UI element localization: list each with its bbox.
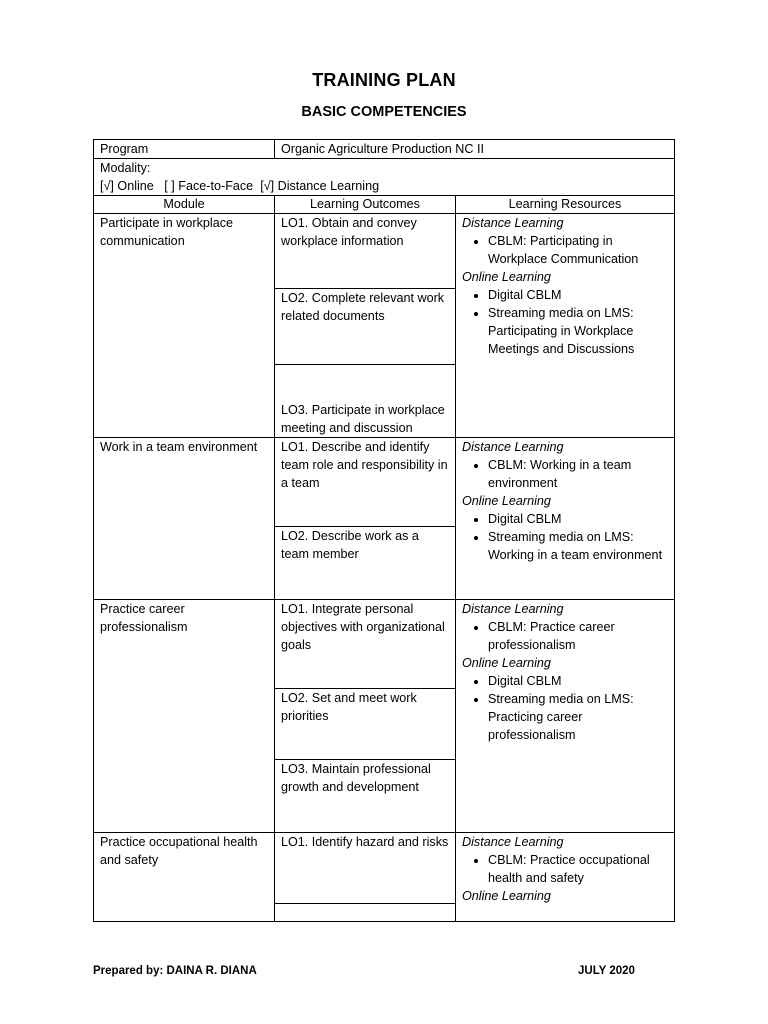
learning-outcome: LO3. Participate in workplace meeting and discussion <box>275 365 456 438</box>
resource-item: • CBLM: Participating in Workplace Communication <box>488 232 668 268</box>
online-learning-heading: Online Learning <box>462 656 551 670</box>
resource-item: • CBLM: Practice occupational health and safety <box>488 851 668 887</box>
distance-resource-list <box>462 456 668 492</box>
module-name: Work in a team environment <box>94 438 275 600</box>
learning-resources <box>456 438 675 600</box>
learning-outcome <box>275 904 456 922</box>
modality-label: Modality: <box>100 161 151 175</box>
resource-item: • Streaming media on LMS: Working in a team environment <box>488 528 668 564</box>
resource-item: • Digital CBLM <box>488 510 668 528</box>
modality-cell <box>94 159 675 196</box>
learning-resources <box>456 214 675 438</box>
learning-outcome: LO1. Describe and identify team role and responsibility in a team <box>275 438 456 527</box>
program-label: Program <box>94 140 275 159</box>
column-header-resources: Learning Resources <box>456 196 675 214</box>
resource-item: • Streaming media on LMS: Participating in Workplace Meetings and Discussions <box>488 304 668 358</box>
distance-resource-list <box>462 232 668 268</box>
table-row <box>94 214 675 289</box>
online-resource-list <box>462 510 668 564</box>
online-resource-list <box>462 672 668 744</box>
module-name: Practice occupational health and safety <box>94 833 275 922</box>
document-date: JULY 2020 <box>578 965 635 977</box>
online-resource-list <box>462 286 668 358</box>
resource-item: • Digital CBLM <box>488 286 668 304</box>
learning-outcome: LO1. Identify hazard and risks <box>275 833 456 904</box>
program-value: Organic Agriculture Production NC II <box>275 140 675 159</box>
learning-outcome: LO3. Maintain professional growth and development <box>275 760 456 833</box>
page-title: TRAINING PLAN <box>312 70 456 90</box>
distance-learning-heading: Distance Learning <box>462 602 564 616</box>
program-row <box>94 140 675 159</box>
prepared-by: Prepared by: DAINA R. DIANA <box>93 965 257 977</box>
learning-outcome: LO2. Describe work as a team member <box>275 527 456 600</box>
online-learning-heading: Online Learning <box>462 270 551 284</box>
column-header-outcomes: Learning Outcomes <box>275 196 456 214</box>
module-name: Participate in workplace communication <box>94 214 275 438</box>
page-subtitle: BASIC COMPETENCIES <box>301 104 467 120</box>
table-row <box>94 833 675 904</box>
resource-item: • Streaming media on LMS: Practicing career professionalism <box>488 690 668 744</box>
learning-resources <box>456 833 675 922</box>
table-row <box>94 600 675 689</box>
resource-item: • CBLM: Working in a team environment <box>488 456 668 492</box>
modality-options: [√] Online [ ] Face-to-Face [√] Distance Learning <box>100 179 380 193</box>
distance-learning-heading: Distance Learning <box>462 835 564 849</box>
distance-resource-list <box>462 851 668 887</box>
resource-item: • CBLM: Practice career professionalism <box>488 618 668 654</box>
learning-resources <box>456 600 675 833</box>
table-row <box>94 438 675 527</box>
distance-learning-heading: Distance Learning <box>462 440 564 454</box>
column-header-row <box>94 196 675 214</box>
learning-outcome: LO2. Set and meet work priorities <box>275 689 456 760</box>
training-plan-table <box>93 139 675 922</box>
column-header-module: Module <box>94 196 275 214</box>
distance-resource-list <box>462 618 668 654</box>
learning-outcome: LO1. Integrate personal objectives with organizational goals <box>275 600 456 689</box>
module-name: Practice career professionalism <box>94 600 275 833</box>
online-learning-heading: Online Learning <box>462 889 551 903</box>
learning-outcome: LO2. Complete relevant work related documents <box>275 289 456 365</box>
modality-row <box>94 159 675 196</box>
online-learning-heading: Online Learning <box>462 494 551 508</box>
resource-item: • Digital CBLM <box>488 672 668 690</box>
distance-learning-heading: Distance Learning <box>462 216 564 230</box>
learning-outcome: LO1. Obtain and convey workplace information <box>275 214 456 289</box>
